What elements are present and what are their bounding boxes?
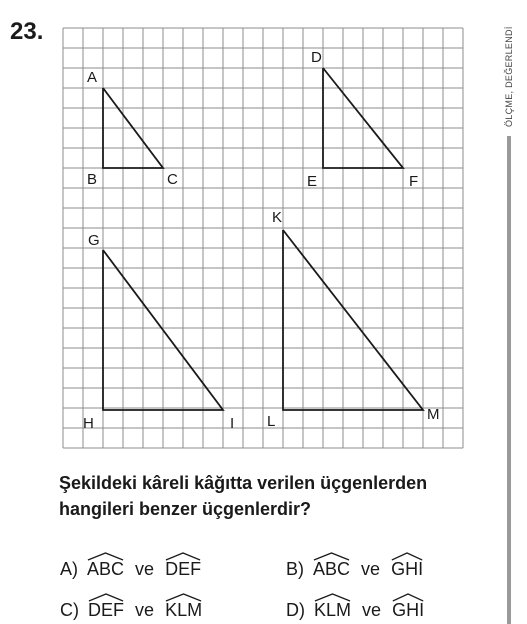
triangle-klm (283, 230, 423, 410)
triangle-name: KLM (165, 594, 202, 621)
option-letter: D) (286, 600, 305, 620)
option-b[interactable] (286, 553, 423, 580)
triangle-name: GHI (391, 553, 423, 580)
triangle-name: DEF (88, 594, 124, 621)
vertex-label-i: I (230, 415, 235, 432)
option-a[interactable] (60, 553, 201, 580)
vertex-labels (83, 49, 440, 432)
option-letter: C) (60, 600, 79, 620)
triangle-name: DEF (165, 553, 201, 580)
option-connector: ve (135, 559, 155, 579)
option-letter: B) (286, 559, 304, 579)
vertex-label-m: M (427, 406, 440, 423)
question-number: 23. (10, 18, 44, 45)
option-connector: ve (135, 600, 155, 620)
vertex-label-g: G (88, 232, 100, 249)
question-text: Şekildeki kâreli kâğıtta verilen üçgenlerden hangileri benzer üçgenlerdir? (59, 473, 428, 519)
triangle-name: KLM (314, 594, 351, 621)
triangle-name: GHI (392, 594, 424, 621)
vertex-label-f: F (409, 173, 419, 190)
vertex-label-h: H (83, 415, 94, 432)
vertex-label-b: B (87, 171, 98, 188)
option-c[interactable] (60, 594, 202, 621)
option-connector: ve (362, 600, 382, 620)
option-letter: A) (60, 559, 78, 579)
vertex-label-a: A (87, 69, 98, 86)
side-header-text: ÖLÇME, DEĞERLENDİ (504, 26, 514, 127)
vertex-label-d: D (311, 49, 322, 66)
vertex-label-c: C (167, 171, 178, 188)
triangle-name: ABC (313, 553, 350, 580)
triangle-name: ABC (87, 553, 124, 580)
vertex-label-e: E (307, 173, 318, 190)
vertex-label-k: K (272, 209, 283, 226)
option-d[interactable] (286, 594, 424, 621)
vertex-label-l: L (267, 413, 276, 430)
option-connector: ve (361, 559, 381, 579)
